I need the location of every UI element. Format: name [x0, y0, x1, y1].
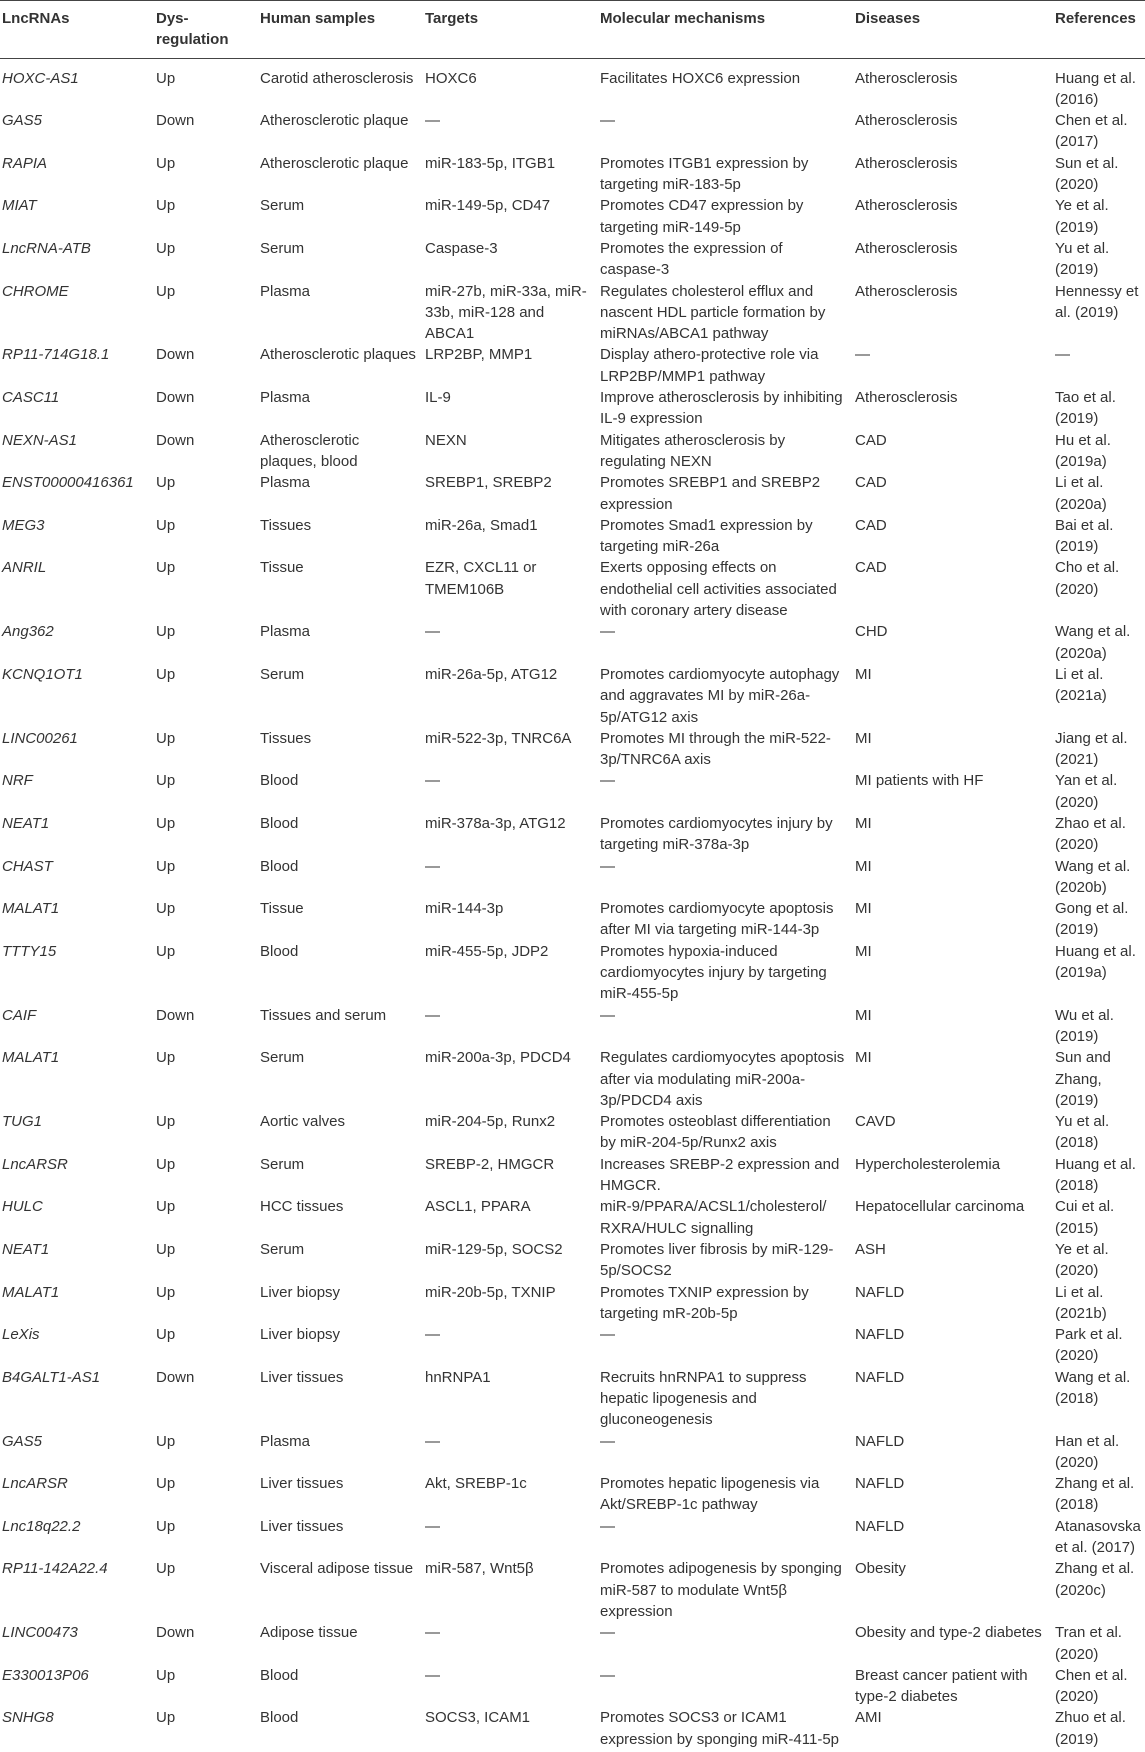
- cell-targets: —: [425, 1432, 440, 1450]
- cell-human-samples: Serum: [260, 239, 305, 257]
- cell-molecular-mechanism: —: [600, 857, 615, 875]
- cell-disease: NAFLD: [855, 1475, 905, 1493]
- table-row: [0, 387, 1145, 430]
- cell-lncrna: Lnc18q22.2: [2, 1517, 81, 1535]
- cell-molecular-mechanism: Promotes SOCS3 or ICAM1 expression by sponging miR-411-5p: [600, 1709, 840, 1748]
- cell-disease: CAD: [855, 516, 887, 534]
- cell-targets: SREBP-2, HMGCR: [425, 1155, 555, 1173]
- cell-targets: —: [425, 623, 440, 641]
- cell-dysregulation: Down: [156, 346, 195, 364]
- cell-dysregulation: Up: [156, 559, 176, 577]
- cell-reference: Wang et al. (2020b): [1055, 857, 1131, 896]
- cell-human-samples: Tissues and serum: [260, 1006, 387, 1024]
- cell-reference: Hu et al. (2019a): [1055, 431, 1111, 470]
- cell-disease: Breast cancer patient with type-2 diabetes: [855, 1666, 1028, 1706]
- cell-human-samples: Atherosclerotic plaques, blood: [260, 431, 360, 470]
- table-row: [0, 344, 1145, 387]
- cell-lncrna: LncRNA-ATB: [2, 239, 91, 257]
- cell-targets: miR-149-5p, CD47: [425, 197, 551, 215]
- cell-targets: EZR, CXCL11 or TMEM106B: [425, 559, 537, 598]
- cell-reference: Yu et al. (2019): [1055, 239, 1110, 279]
- cell-human-samples: Atherosclerotic plaques: [260, 346, 416, 364]
- cell-human-samples: Serum: [260, 1049, 305, 1067]
- cell-targets: ASCL1, PPARA: [425, 1198, 531, 1216]
- table-row: [0, 195, 1145, 238]
- cell-lncrna: LncARSR: [2, 1155, 68, 1173]
- header-references: References: [1051, 1, 1145, 59]
- table-row: [0, 1111, 1145, 1154]
- table-row: [0, 281, 1145, 345]
- cell-disease: AMI: [855, 1709, 882, 1727]
- cell-molecular-mechanism: Improve atherosclerosis by inhibiting IL-9 expression: [600, 389, 843, 428]
- cell-lncrna: RAPIA: [2, 154, 48, 172]
- cell-disease: Atherosclerosis: [855, 69, 958, 87]
- header-dysregulation: Dys-regulation: [152, 1, 256, 59]
- cell-human-samples: Liver biopsy: [260, 1283, 341, 1301]
- cell-molecular-mechanism: Promotes cardiomyocyte apoptosis after MI via targeting miR-144-3p: [600, 900, 834, 939]
- cell-dysregulation: Up: [156, 516, 176, 534]
- cell-dysregulation: Up: [156, 1517, 176, 1535]
- cell-reference: Han et al. (2020): [1055, 1432, 1120, 1471]
- cell-targets: HOXC6: [425, 69, 477, 87]
- cell-disease: ASH: [855, 1240, 886, 1258]
- header-diseases: Diseases: [851, 1, 1051, 59]
- cell-human-samples: Plasma: [260, 389, 311, 407]
- cell-human-samples: Blood: [260, 814, 299, 832]
- cell-disease: MI: [855, 729, 872, 747]
- cell-disease: CAD: [855, 431, 887, 449]
- cell-disease: Atherosclerosis: [855, 389, 958, 407]
- cell-reference: Gong et al. (2019): [1055, 900, 1129, 939]
- cell-targets: —: [425, 1666, 440, 1684]
- cell-reference: Zhuo et al. (2019): [1055, 1709, 1126, 1748]
- cell-human-samples: Blood: [260, 772, 299, 790]
- table-row: [0, 515, 1145, 558]
- cell-lncrna: LINC00261: [2, 729, 78, 747]
- cell-dysregulation: Up: [156, 239, 176, 257]
- cell-targets: Caspase-3: [425, 239, 498, 257]
- cell-disease: Atherosclerosis: [855, 282, 958, 300]
- cell-human-samples: Atherosclerotic plaque: [260, 154, 409, 172]
- cell-disease: NAFLD: [855, 1368, 905, 1386]
- cell-molecular-mechanism: Promotes SREBP1 and SREBP2 expression: [600, 474, 821, 513]
- cell-reference: Bai et al. (2019): [1055, 516, 1114, 556]
- cell-targets: —: [425, 1006, 440, 1024]
- cell-reference: Chen et al. (2017): [1055, 112, 1128, 151]
- cell-targets: miR-455-5p, JDP2: [425, 942, 549, 960]
- cell-dysregulation: Up: [156, 1113, 176, 1131]
- cell-disease: Obesity: [855, 1560, 906, 1578]
- cell-human-samples: Liver tissues: [260, 1475, 344, 1493]
- cell-targets: miR-204-5p, Runx2: [425, 1113, 556, 1131]
- table-row: [0, 58, 1145, 110]
- cell-reference: Sun et al. (2020): [1055, 154, 1119, 194]
- cell-disease: CAVD: [855, 1113, 896, 1131]
- cell-disease: CAD: [855, 559, 887, 577]
- cell-disease: MI: [855, 1049, 872, 1067]
- cell-reference: Cho et al. (2020): [1055, 559, 1120, 598]
- cell-molecular-mechanism: Promotes Smad1 expression by targeting miR-26a: [600, 516, 813, 556]
- cell-lncrna: MEG3: [2, 516, 45, 534]
- table-row: [0, 472, 1145, 515]
- table-row: [0, 430, 1145, 473]
- cell-molecular-mechanism: —: [600, 1666, 615, 1684]
- cell-lncrna: TUG1: [2, 1113, 43, 1131]
- cell-targets: hnRNPA1: [425, 1368, 491, 1386]
- cell-lncrna: MALAT1: [2, 1283, 60, 1301]
- cell-targets: LRP2BP, MMP1: [425, 346, 533, 364]
- table-row: [0, 898, 1145, 941]
- table-row: [0, 110, 1145, 153]
- cell-dysregulation: Up: [156, 665, 176, 683]
- cell-reference: Wu et al. (2019): [1055, 1006, 1114, 1045]
- cell-lncrna: HOXC-AS1: [2, 69, 79, 87]
- cell-dysregulation: Up: [156, 69, 176, 87]
- cell-disease: MI: [855, 814, 872, 832]
- cell-reference: Park et al. (2020): [1055, 1326, 1123, 1365]
- table-row: [0, 153, 1145, 196]
- table-row: [0, 941, 1145, 1005]
- cell-disease: Obesity and type-2 diabetes: [855, 1624, 1042, 1642]
- cell-human-samples: Serum: [260, 665, 305, 683]
- cell-targets: IL-9: [425, 389, 451, 407]
- cell-lncrna: MALAT1: [2, 1049, 60, 1067]
- cell-molecular-mechanism: —: [600, 623, 615, 641]
- cell-dysregulation: Up: [156, 942, 176, 960]
- cell-reference: Hennessy et al. (2019): [1055, 282, 1139, 321]
- cell-lncrna: NEXN-AS1: [2, 431, 78, 449]
- table-row: [0, 1239, 1145, 1282]
- cell-reference: Li et al. (2021a): [1055, 665, 1107, 705]
- cell-molecular-mechanism: —: [600, 1624, 615, 1642]
- cell-reference: Cui et al. (2015): [1055, 1198, 1115, 1237]
- cell-lncrna: NEAT1: [2, 814, 50, 832]
- cell-reference: Chen et al. (2020): [1055, 1666, 1128, 1706]
- cell-dysregulation: Up: [156, 900, 176, 918]
- cell-molecular-mechanism: Promotes hypoxia-induced cardiomyocytes injury by targeting miR-455-5p: [600, 942, 827, 1003]
- table-row: [0, 856, 1145, 899]
- cell-disease: MI patients with HF: [855, 772, 984, 790]
- cell-molecular-mechanism: Recruits hnRNPA1 to suppress hepatic lipogenesis and gluconeogenesis: [600, 1368, 807, 1429]
- cell-reference: Tran et al. (2020): [1055, 1624, 1122, 1663]
- cell-human-samples: Carotid atherosclerosis: [260, 69, 414, 87]
- table-header-row: [0, 1, 1145, 59]
- table-row: [0, 1196, 1145, 1239]
- cell-disease: Atherosclerosis: [855, 154, 958, 172]
- cell-targets: miR-26a-5p, ATG12: [425, 665, 558, 683]
- cell-human-samples: Liver tissues: [260, 1368, 344, 1386]
- cell-lncrna: NEAT1: [2, 1240, 50, 1258]
- cell-dysregulation: Up: [156, 1666, 176, 1684]
- cell-molecular-mechanism: Exerts opposing effects on endothelial cell activities associated with coronary artery disease: [600, 559, 837, 620]
- cell-molecular-mechanism: Promotes cardiomyocytes injury by targeting miR-378a-3p: [600, 814, 833, 854]
- table-body: [0, 58, 1145, 1752]
- table-row: [0, 1558, 1145, 1622]
- cell-disease: —: [855, 346, 870, 364]
- cell-human-samples: Blood: [260, 942, 299, 960]
- table-row: [0, 1622, 1145, 1665]
- cell-human-samples: Serum: [260, 1155, 305, 1173]
- cell-disease: NAFLD: [855, 1283, 905, 1301]
- cell-targets: miR-522-3p, TNRC6A: [425, 729, 572, 747]
- cell-dysregulation: Up: [156, 814, 176, 832]
- cell-reference: Ye et al. (2019): [1055, 197, 1109, 236]
- cell-lncrna: GAS5: [2, 1432, 43, 1450]
- cell-targets: SREBP1, SREBP2: [425, 474, 552, 492]
- cell-human-samples: Plasma: [260, 623, 311, 641]
- cell-disease: CAD: [855, 474, 887, 492]
- cell-human-samples: Visceral adipose tissue: [260, 1560, 414, 1578]
- cell-dysregulation: Up: [156, 1432, 176, 1450]
- cell-disease: MI: [855, 857, 872, 875]
- cell-human-samples: Serum: [260, 1240, 305, 1258]
- cell-human-samples: Adipose tissue: [260, 1624, 358, 1642]
- cell-lncrna: E330013P06: [2, 1666, 89, 1684]
- cell-lncrna: RP11-142A22.4: [2, 1560, 108, 1578]
- cell-molecular-mechanism: Facilitates HOXC6 expression: [600, 69, 801, 87]
- cell-human-samples: Blood: [260, 1666, 299, 1684]
- cell-reference: —: [1055, 346, 1070, 364]
- cell-disease: MI: [855, 900, 872, 918]
- table-row: [0, 1324, 1145, 1367]
- table-row: [0, 1665, 1145, 1708]
- cell-dysregulation: Up: [156, 1198, 176, 1216]
- cell-reference: Ye et al. (2020): [1055, 1240, 1109, 1280]
- header-human-samples: Human samples: [256, 1, 421, 59]
- cell-reference: Zhang et al. (2018): [1055, 1475, 1135, 1514]
- cell-molecular-mechanism: Promotes liver fibrosis by miR-129-5p/SOCS2: [600, 1240, 834, 1280]
- cell-targets: —: [425, 857, 440, 875]
- cell-dysregulation: Down: [156, 389, 195, 407]
- cell-human-samples: Plasma: [260, 282, 311, 300]
- cell-lncrna: CAIF: [2, 1006, 37, 1024]
- cell-molecular-mechanism: —: [600, 1432, 615, 1450]
- cell-human-samples: Tissue: [260, 559, 304, 577]
- cell-molecular-mechanism: Display athero-protective role via LRP2BP/MMP1 pathway: [600, 346, 819, 385]
- cell-reference: Huang et al. (2016): [1055, 69, 1136, 108]
- cell-molecular-mechanism: Mitigates atherosclerosis by regulating NEXN: [600, 431, 786, 470]
- cell-reference: Zhang et al. (2020c): [1055, 1560, 1135, 1599]
- cell-dysregulation: Down: [156, 431, 195, 449]
- cell-dysregulation: Up: [156, 154, 176, 172]
- cell-human-samples: HCC tissues: [260, 1198, 344, 1216]
- cell-dysregulation: Up: [156, 857, 176, 875]
- header-molecular-mechanisms: Molecular mechanisms: [596, 1, 851, 59]
- cell-targets: miR-200a-3p, PDCD4: [425, 1049, 571, 1067]
- cell-targets: miR-27b, miR-33a, miR-33b, miR-128 and ABCA1: [425, 282, 587, 343]
- cell-molecular-mechanism: Promotes adipogenesis by sponging miR-587 to modulate Wnt5β expression: [600, 1560, 842, 1620]
- cell-disease: NAFLD: [855, 1326, 905, 1344]
- cell-dysregulation: Up: [156, 1709, 176, 1727]
- cell-reference: Li et al. (2021b): [1055, 1283, 1107, 1322]
- cell-molecular-mechanism: —: [600, 1006, 615, 1024]
- cell-molecular-mechanism: Promotes MI through the miR-522-3p/TNRC6A axis: [600, 729, 831, 769]
- cell-dysregulation: Up: [156, 197, 176, 215]
- cell-dysregulation: Up: [156, 1326, 176, 1344]
- table-row: [0, 1005, 1145, 1048]
- cell-dysregulation: Up: [156, 729, 176, 747]
- cell-reference: Atanasovska et al. (2017): [1055, 1517, 1141, 1557]
- cell-lncrna: GAS5: [2, 112, 43, 130]
- cell-reference: Yu et al. (2018): [1055, 1113, 1110, 1152]
- cell-disease: MI: [855, 1006, 872, 1024]
- cell-targets: miR-144-3p: [425, 900, 504, 918]
- cell-molecular-mechanism: —: [600, 772, 615, 790]
- cell-lncrna: KCNQ1OT1: [2, 665, 83, 683]
- cell-disease: CHD: [855, 623, 888, 641]
- table-row: [0, 621, 1145, 664]
- cell-molecular-mechanism: Promotes osteoblast differentiation by miR-204-5p/Runx2 axis: [600, 1113, 831, 1152]
- cell-human-samples: Liver tissues: [260, 1517, 344, 1535]
- cell-targets: miR-20b-5p, TXNIP: [425, 1283, 556, 1301]
- table-row: [0, 1047, 1145, 1111]
- cell-lncrna: CASC11: [2, 389, 60, 407]
- table-row: [0, 728, 1145, 771]
- header-targets: Targets: [421, 1, 596, 59]
- header-lncrnas: LncRNAs: [0, 1, 152, 59]
- cell-human-samples: Aortic valves: [260, 1113, 346, 1131]
- cell-reference: Jiang et al. (2021): [1055, 729, 1128, 769]
- cell-molecular-mechanism: Promotes ITGB1 expression by targeting miR-183-5p: [600, 154, 809, 194]
- cell-lncrna: MALAT1: [2, 900, 60, 918]
- cell-lncrna: LncARSR: [2, 1475, 68, 1493]
- table-row: [0, 664, 1145, 728]
- cell-dysregulation: Down: [156, 112, 195, 130]
- cell-human-samples: Plasma: [260, 1432, 311, 1450]
- cell-lncrna: CHAST: [2, 857, 53, 875]
- cell-molecular-mechanism: Promotes cardiomyocyte autophagy and aggravates MI by miR-26a-5p/ATG12 axis: [600, 665, 840, 726]
- cell-disease: Atherosclerosis: [855, 112, 958, 130]
- cell-reference: Zhao et al. (2020): [1055, 814, 1126, 854]
- cell-lncrna: RP11-714G18.1: [2, 346, 110, 364]
- cell-reference: Li et al. (2020a): [1055, 474, 1107, 513]
- cell-lncrna: HULC: [2, 1198, 43, 1216]
- table-row: [0, 1282, 1145, 1325]
- cell-lncrna: LeXis: [2, 1326, 40, 1344]
- cell-molecular-mechanism: Regulates cholesterol efflux and nascent HDL particle formation by miRNAs/ABCA1 pathway: [600, 282, 826, 343]
- cell-targets: miR-587, Wnt5β: [425, 1560, 534, 1578]
- cell-disease: MI: [855, 942, 872, 960]
- cell-reference: Sun and Zhang, (2019): [1055, 1049, 1111, 1109]
- cell-molecular-mechanism: Increases SREBP-2 expression and HMGCR.: [600, 1155, 840, 1195]
- cell-human-samples: Serum: [260, 197, 305, 215]
- cell-dysregulation: Up: [156, 474, 176, 492]
- table-row: [0, 557, 1145, 621]
- cell-molecular-mechanism: —: [600, 1326, 615, 1344]
- cell-molecular-mechanism: Promotes the expression of caspase-3: [600, 239, 783, 279]
- cell-targets: —: [425, 772, 440, 790]
- cell-lncrna: ENST00000416361: [2, 474, 134, 492]
- cell-reference: Tao et al. (2019): [1055, 389, 1116, 428]
- cell-lncrna: SNHG8: [2, 1709, 54, 1727]
- cell-human-samples: Tissue: [260, 900, 304, 918]
- cell-targets: Akt, SREBP-1c: [425, 1475, 527, 1493]
- cell-molecular-mechanism: Promotes hepatic lipogenesis via Akt/SREBP-1c pathway: [600, 1475, 820, 1514]
- cell-human-samples: Atherosclerotic plaque: [260, 112, 409, 130]
- cell-dysregulation: Up: [156, 1049, 176, 1067]
- cell-human-samples: Tissues: [260, 516, 312, 534]
- cell-molecular-mechanism: Promotes CD47 expression by targeting miR-149-5p: [600, 197, 804, 236]
- cell-disease: NAFLD: [855, 1432, 905, 1450]
- cell-lncrna: ANRIL: [2, 559, 47, 577]
- cell-molecular-mechanism: Promotes TXNIP expression by targeting mR-20b-5p: [600, 1283, 809, 1322]
- cell-dysregulation: Down: [156, 1624, 195, 1642]
- cell-human-samples: Tissues: [260, 729, 312, 747]
- cell-disease: Hypercholesterolemia: [855, 1155, 1001, 1173]
- cell-molecular-mechanism: Regulates cardiomyocytes apoptosis after via modulating miR-200a-3p/PDCD4 axis: [600, 1049, 845, 1109]
- table-row: [0, 813, 1145, 856]
- cell-lncrna: NRF: [2, 772, 33, 790]
- cell-reference: Huang et al. (2018): [1055, 1155, 1136, 1195]
- cell-targets: —: [425, 112, 440, 130]
- table-row: [0, 1431, 1145, 1474]
- cell-lncrna: LINC00473: [2, 1624, 78, 1642]
- cell-targets: —: [425, 1326, 440, 1344]
- cell-targets: miR-378a-3p, ATG12: [425, 814, 566, 832]
- cell-human-samples: Blood: [260, 857, 299, 875]
- cell-dysregulation: Down: [156, 1368, 195, 1386]
- cell-dysregulation: Up: [156, 282, 176, 300]
- cell-reference: Wang et al. (2018): [1055, 1368, 1131, 1407]
- cell-disease: Hepatocellular carcinoma: [855, 1198, 1025, 1216]
- cell-lncrna: Ang362: [2, 623, 54, 641]
- cell-human-samples: Blood: [260, 1709, 299, 1727]
- cell-dysregulation: Up: [156, 1240, 176, 1258]
- cell-reference: Yan et al. (2020): [1055, 772, 1118, 811]
- cell-disease: MI: [855, 665, 872, 683]
- cell-dysregulation: Up: [156, 623, 176, 641]
- cell-human-samples: Plasma: [260, 474, 311, 492]
- cell-reference: Huang et al. (2019a): [1055, 942, 1136, 982]
- table-row: [0, 1154, 1145, 1197]
- cell-targets: miR-129-5p, SOCS2: [425, 1240, 563, 1258]
- cell-lncrna: MIAT: [2, 197, 37, 215]
- cell-molecular-mechanism: —: [600, 1517, 615, 1535]
- cell-targets: —: [425, 1517, 440, 1535]
- cell-reference: Wang et al. (2020a): [1055, 623, 1131, 662]
- cell-dysregulation: Up: [156, 1560, 176, 1578]
- cell-dysregulation: Up: [156, 1283, 176, 1301]
- table-row: [0, 770, 1145, 813]
- cell-targets: miR-183-5p, ITGB1: [425, 154, 556, 172]
- table-row: [0, 1707, 1145, 1752]
- cell-dysregulation: Up: [156, 1475, 176, 1493]
- cell-disease: NAFLD: [855, 1517, 905, 1535]
- cell-dysregulation: Up: [156, 1155, 176, 1173]
- cell-dysregulation: Up: [156, 772, 176, 790]
- cell-lncrna: B4GALT1-AS1: [2, 1368, 101, 1386]
- cell-lncrna: CHROME: [2, 282, 69, 300]
- cell-human-samples: Liver biopsy: [260, 1326, 341, 1344]
- cell-disease: Atherosclerosis: [855, 239, 958, 257]
- cell-dysregulation: Down: [156, 1006, 195, 1024]
- cell-targets: miR-26a, Smad1: [425, 516, 538, 534]
- cell-targets: SOCS3, ICAM1: [425, 1709, 531, 1727]
- table-row: [0, 238, 1145, 281]
- cell-molecular-mechanism: —: [600, 112, 615, 130]
- cell-targets: —: [425, 1624, 440, 1642]
- table-row: [0, 1473, 1145, 1516]
- table-row: [0, 1516, 1145, 1559]
- cell-lncrna: TTTY15: [2, 942, 57, 960]
- cell-targets: NEXN: [425, 431, 467, 449]
- table-row: [0, 1367, 1145, 1431]
- cell-disease: Atherosclerosis: [855, 197, 958, 215]
- cell-molecular-mechanism: miR-9/PPARA/ACSL1/cholesterol/ RXRA/HULC signalling: [600, 1198, 827, 1237]
